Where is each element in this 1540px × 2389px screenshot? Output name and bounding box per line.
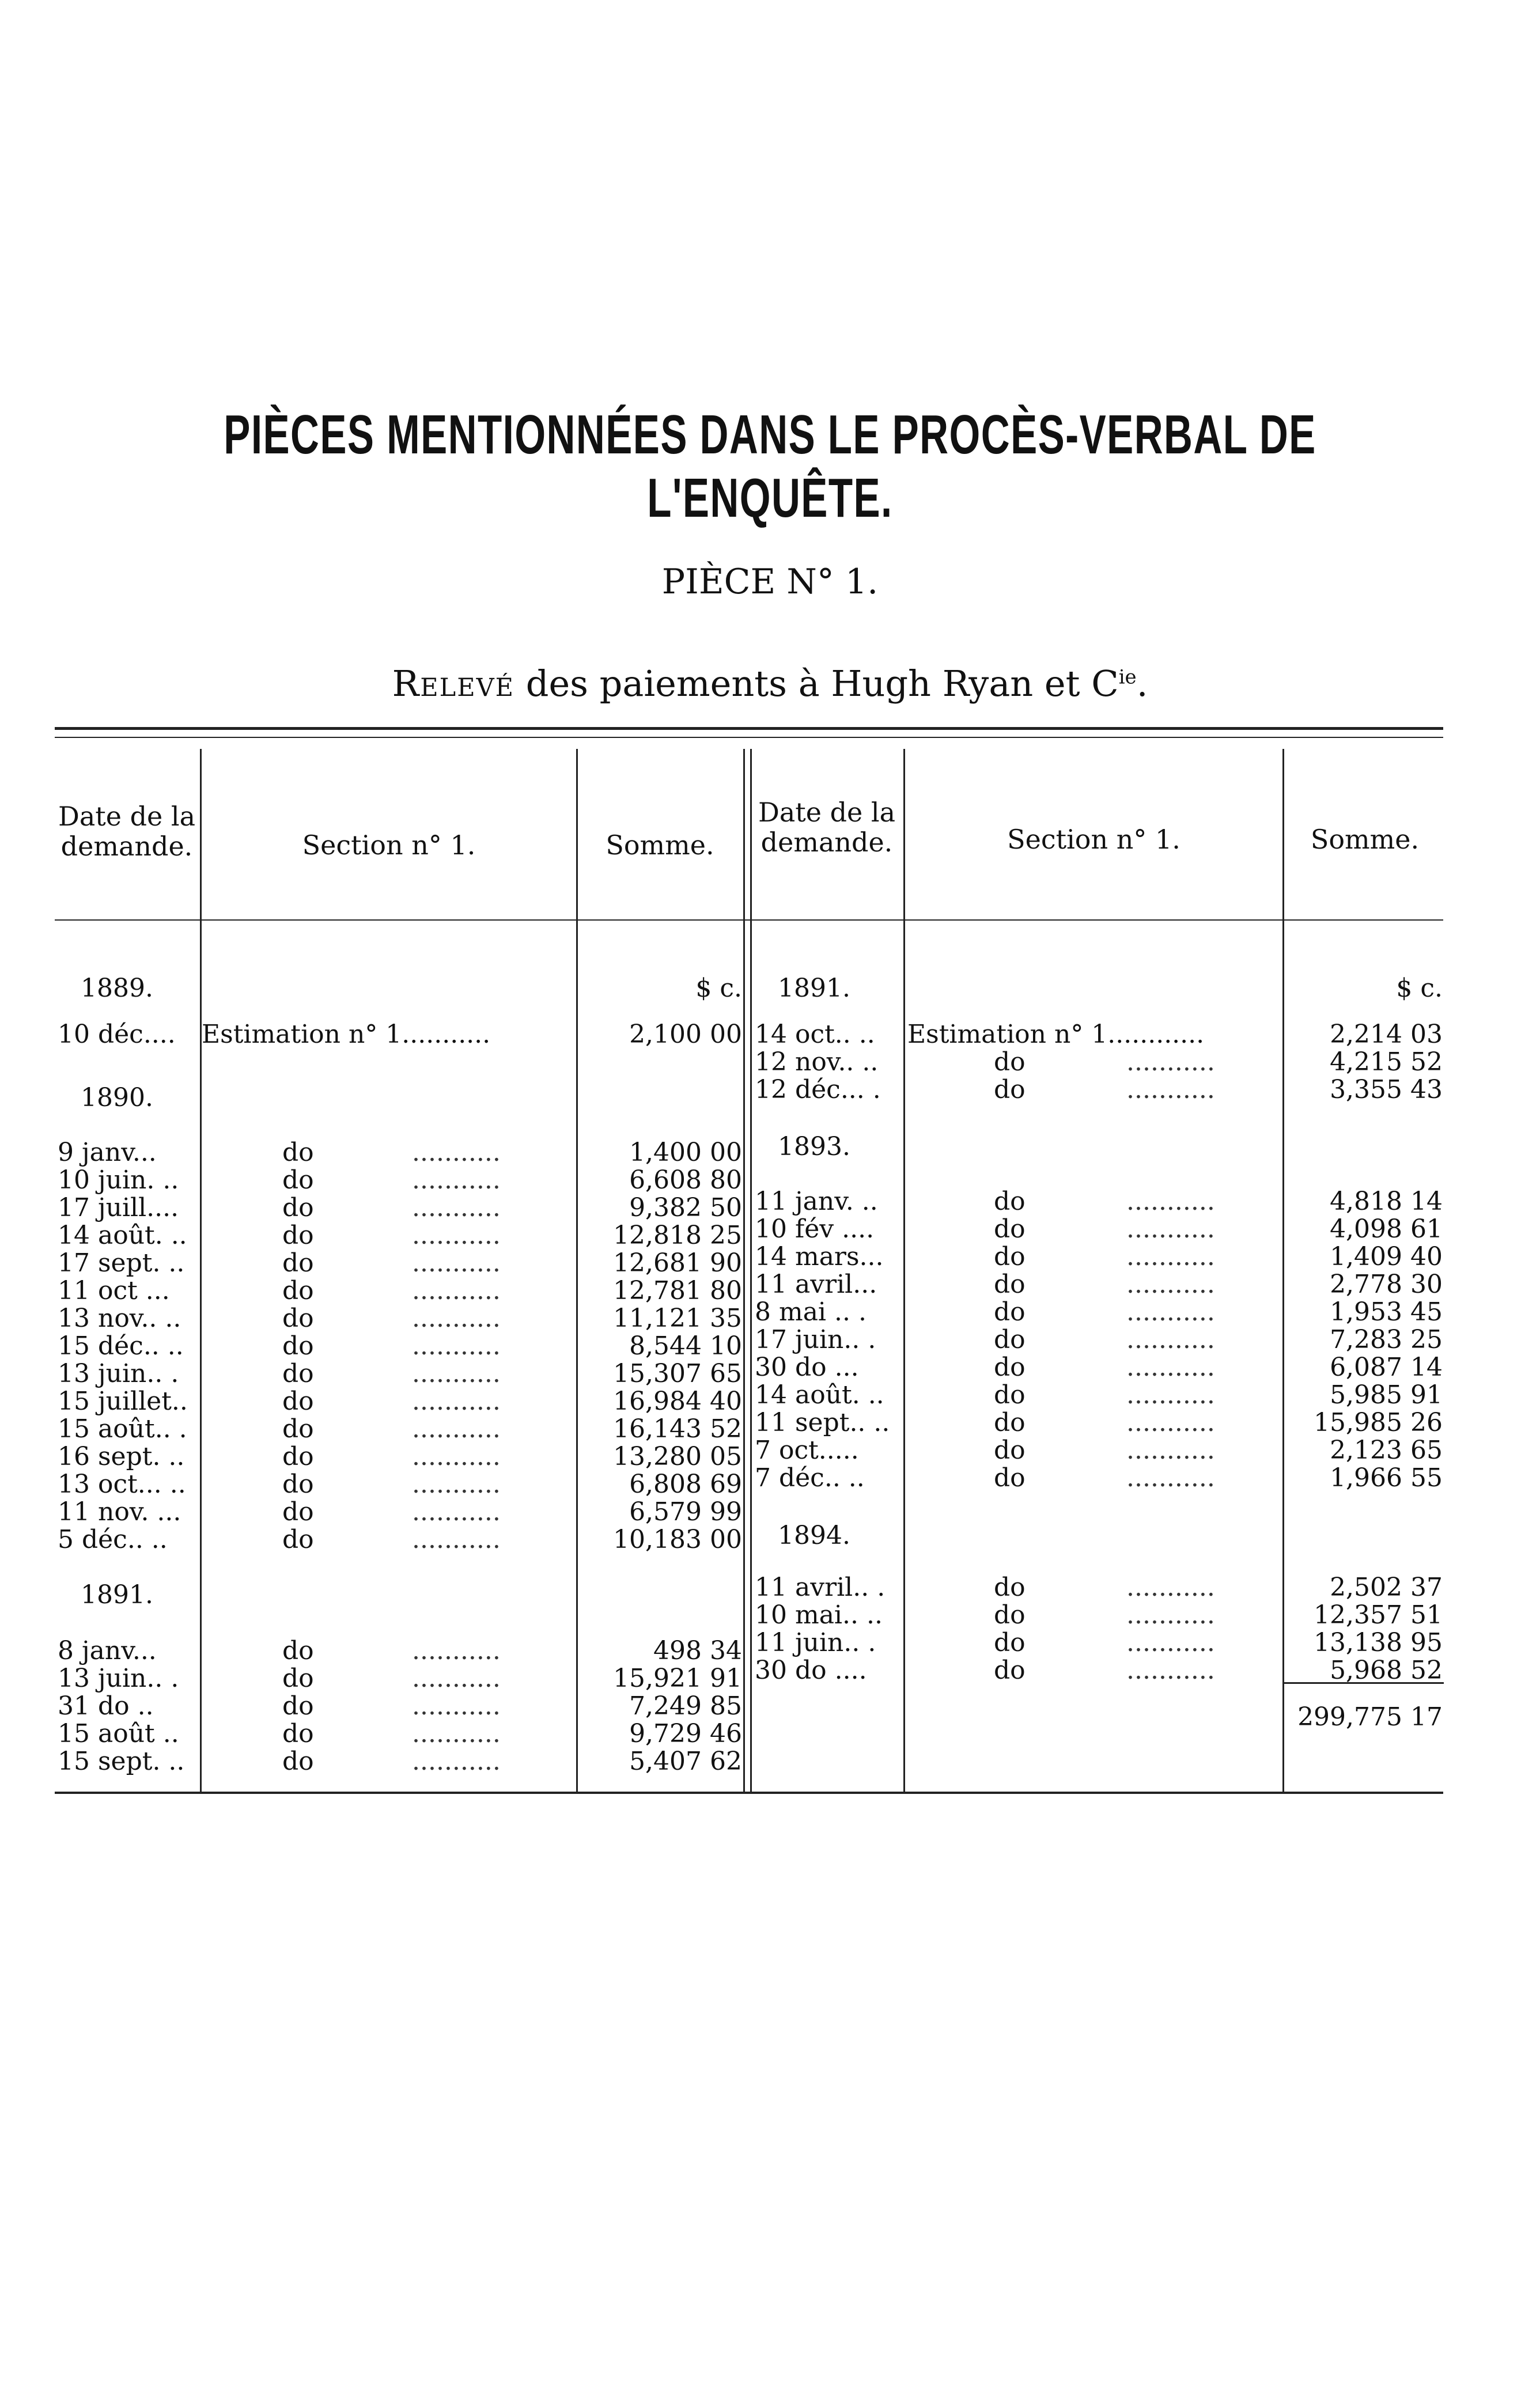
leader-dots: ........... [1126,1600,1215,1630]
leader-dots: ........... [1126,1353,1215,1382]
date-cell: 12 nov.. .. [755,1047,879,1077]
leader-dots: ........... [1126,1380,1215,1410]
date-cell: 10 déc.... [58,1020,176,1049]
grand-total: 299,775 17 [1297,1702,1443,1732]
section-cell: do [994,1463,1026,1493]
amount-cell: 9,729 46 [629,1719,742,1748]
section-cell: Estimation n° 1........... [202,1020,491,1049]
amount-cell: 9,382 50 [629,1193,742,1222]
date-cell: 7 déc.. .. [755,1463,865,1493]
leader-dots: ........... [412,1331,501,1361]
amount-cell: 15,985 26 [1314,1408,1443,1437]
amount-cell: 13,280 05 [613,1442,742,1471]
date-cell: 1891. [81,1580,153,1610]
amount-cell: $ c. [695,974,742,1003]
amount-cell: 4,818 14 [1330,1187,1443,1216]
leader-dots: ........... [412,1359,501,1388]
leader-dots: ........... [1126,1408,1215,1437]
section-cell: do [994,1380,1026,1410]
leader-dots: ........... [412,1276,501,1305]
leader-dots: ........... [1126,1436,1215,1465]
amount-cell: 6,087 14 [1330,1353,1443,1382]
section-cell: do [282,1442,314,1471]
date-cell: 17 sept. .. [58,1248,185,1278]
date-cell: 5 déc.. .. [58,1525,168,1554]
date-cell: 31 do .. [58,1691,154,1721]
section-cell: do [994,1242,1026,1271]
date-cell: 10 fév .... [755,1214,875,1244]
column-divider [903,749,905,1792]
date-cell: 9 janv... [58,1138,157,1167]
leader-dots: ........... [412,1304,501,1333]
section-cell: do [282,1691,314,1721]
leader-dots: ........... [412,1221,501,1250]
amount-cell: 15,307 65 [613,1359,742,1388]
amount-cell: 6,608 80 [629,1165,742,1195]
leader-dots: ........... [412,1636,501,1665]
date-cell: 16 sept. .. [58,1442,185,1471]
date-cell: 15 août.. . [58,1414,187,1444]
header-section: Section n° 1. [302,830,476,861]
column-divider [200,749,202,1792]
leader-dots: ........... [412,1719,501,1748]
section-cell: do [994,1600,1026,1630]
section-cell: do [282,1497,314,1527]
amount-cell: 2,502 37 [1330,1573,1443,1602]
section-cell: do [282,1747,314,1776]
section-cell: do [282,1636,314,1665]
amount-cell: 7,249 85 [629,1691,742,1721]
date-cell: 1894. [778,1521,850,1550]
leader-dots: ........... [412,1470,501,1499]
amount-cell: 8,544 10 [629,1331,742,1361]
amount-cell: 13,138 95 [1314,1628,1443,1657]
amount-cell: 6,579 99 [629,1497,742,1527]
date-cell: 30 do .... [755,1656,867,1685]
header-somme-2: Somme. [1310,824,1420,855]
leader-dots: ........... [412,1442,501,1471]
header-section-2: Section n° 1. [1007,824,1180,855]
header-date-2: Date de la demande. [758,797,896,858]
section-cell: do [282,1359,314,1388]
amount-cell: $ c. [1396,974,1443,1003]
caption-sup: ie [1118,665,1137,689]
leader-dots: ........... [412,1387,501,1416]
leader-dots: ........... [1126,1573,1215,1602]
section-cell: do [994,1047,1026,1077]
leader-dots: ........... [1126,1242,1215,1271]
column-divider [743,749,745,1792]
section-cell: do [994,1187,1026,1216]
leader-dots: ........... [412,1664,501,1693]
date-cell: 1889. [81,974,153,1003]
date-cell: 11 avril... [755,1270,877,1299]
leader-dots: ........... [1126,1656,1215,1685]
amount-cell: 4,098 61 [1330,1214,1443,1244]
amount-cell: 1,400 00 [629,1138,742,1167]
section-cell: do [994,1325,1026,1354]
leader-dots: ........... [1126,1463,1215,1493]
date-cell: 15 juillet.. [58,1387,188,1416]
bottom-rule [55,1792,1443,1794]
leader-dots: ........... [412,1248,501,1278]
leader-dots: ........... [412,1414,501,1444]
section-cell: do [282,1193,314,1222]
amount-cell: 1,966 55 [1330,1463,1443,1493]
leader-dots: ........... [412,1747,501,1776]
leader-dots: ........... [412,1138,501,1167]
leader-dots: ........... [412,1497,501,1527]
amount-cell: 4,215 52 [1330,1047,1443,1077]
leader-dots: ........... [412,1193,501,1222]
amount-cell: 12,681 90 [613,1248,742,1278]
section-cell: do [282,1470,314,1499]
section-cell: do [994,1656,1026,1685]
amount-cell: 1,409 40 [1330,1242,1443,1271]
date-cell: 13 juin.. . [58,1664,179,1693]
date-cell: 14 août. .. [58,1221,187,1250]
date-cell: 11 juin.. . [755,1628,876,1657]
date-cell: 15 août .. [58,1719,179,1748]
amount-cell: 5,968 52 [1330,1656,1443,1685]
section-cell: do [282,1525,314,1554]
amount-cell: 16,143 52 [613,1414,742,1444]
date-cell: 10 juin. .. [58,1165,179,1195]
header-somme: Somme. [606,830,714,861]
date-cell: 11 oct ... [58,1276,170,1305]
date-cell: 10 mai.. .. [755,1600,883,1630]
leader-dots: ........... [412,1165,501,1195]
date-cell: 13 oct... .. [58,1470,186,1499]
leader-dots: ........... [1126,1075,1215,1104]
caption-end: . [1136,662,1148,705]
section-cell: do [282,1719,314,1748]
date-cell: 8 janv... [58,1636,157,1665]
header-date: Date de la demande. [58,801,196,862]
section-cell: do [282,1248,314,1278]
section-cell: do [994,1353,1026,1382]
amount-cell: 15,921 91 [613,1664,742,1693]
section-cell: do [994,1573,1026,1602]
amount-cell: 3,355 43 [1330,1075,1443,1104]
section-cell: do [282,1165,314,1195]
date-cell: 17 juill.... [58,1193,179,1222]
date-cell: 11 janv. .. [755,1187,878,1216]
date-cell: 1891. [778,974,850,1003]
section-cell: Estimation n° 1............ [907,1020,1205,1049]
date-cell: 11 avril.. . [755,1573,886,1602]
date-cell: 14 mars... [755,1242,884,1271]
top-rule-thin [55,737,1443,738]
date-cell: 8 mai .. . [755,1297,867,1327]
leader-dots: ........... [412,1525,501,1554]
amount-cell: 2,100 00 [629,1020,742,1049]
amount-cell: 2,214 03 [1330,1020,1443,1049]
date-cell: 13 juin.. . [58,1359,179,1388]
section-cell: do [994,1436,1026,1465]
piece-number: PIÈCE N° 1. [661,562,879,602]
section-cell: do [994,1075,1026,1104]
amount-cell: 12,357 51 [1314,1600,1443,1630]
section-cell: do [994,1270,1026,1299]
date-cell: 15 sept. .. [58,1747,185,1776]
date-cell: 11 sept.. .. [755,1408,890,1437]
date-cell: 11 nov. ... [58,1497,181,1527]
section-cell: do [282,1138,314,1167]
amount-cell: 11,121 35 [613,1304,742,1333]
leader-dots: ........... [1126,1047,1215,1077]
date-cell: 1893. [778,1132,850,1161]
amount-cell: 498 34 [653,1636,742,1665]
amount-cell: 16,984 40 [613,1387,742,1416]
section-cell: do [282,1331,314,1361]
leader-dots: ........... [1126,1325,1215,1354]
page-title: PIÈCES MENTIONNÉES DANS LE PROCÈS-VERBAL DE L'ENQUÊTE. [224,404,1316,529]
column-divider [750,749,752,1792]
leader-dots: ........... [412,1691,501,1721]
leader-dots: ........... [1126,1214,1215,1244]
section-cell: do [282,1414,314,1444]
date-cell: 14 août. .. [755,1380,884,1410]
amount-cell: 12,781 80 [613,1276,742,1305]
caption-text: des paiements à Hugh Ryan et C [514,662,1119,705]
header-rule [55,919,1443,921]
section-cell: do [282,1664,314,1693]
amount-cell: 12,818 25 [613,1221,742,1250]
section-cell: do [282,1221,314,1250]
amount-cell: 2,778 30 [1330,1270,1443,1299]
date-cell: 12 déc... . [755,1075,881,1104]
amount-cell: 7,283 25 [1330,1325,1443,1354]
top-rule [55,727,1443,730]
date-cell: 15 déc.. .. [58,1331,184,1361]
amount-cell: 2,123 65 [1330,1436,1443,1465]
leader-dots: ........... [1126,1270,1215,1299]
section-cell: do [994,1628,1026,1657]
date-cell: 7 oct..... [755,1436,859,1465]
date-cell: 1890. [81,1083,153,1112]
caption-lead: Relevé [392,662,515,705]
section-cell: do [994,1214,1026,1244]
leader-dots: ........... [1126,1187,1215,1216]
date-cell: 30 do ... [755,1353,859,1382]
amount-cell: 5,407 62 [629,1747,742,1776]
date-cell: 14 oct.. .. [755,1020,875,1049]
date-cell: 13 nov.. .. [58,1304,181,1333]
amount-cell: 10,183 00 [613,1525,742,1554]
section-cell: do [282,1276,314,1305]
amount-cell: 1,953 45 [1330,1297,1443,1327]
section-cell: do [282,1304,314,1333]
section-cell: do [994,1408,1026,1437]
table-caption [0,662,1540,705]
amount-cell: 5,985 91 [1330,1380,1443,1410]
section-cell: do [994,1297,1026,1327]
leader-dots: ........... [1126,1628,1215,1657]
date-cell: 17 juin.. . [755,1325,876,1354]
section-cell: do [282,1387,314,1416]
leader-dots: ........... [1126,1297,1215,1327]
amount-cell: 6,808 69 [629,1470,742,1499]
